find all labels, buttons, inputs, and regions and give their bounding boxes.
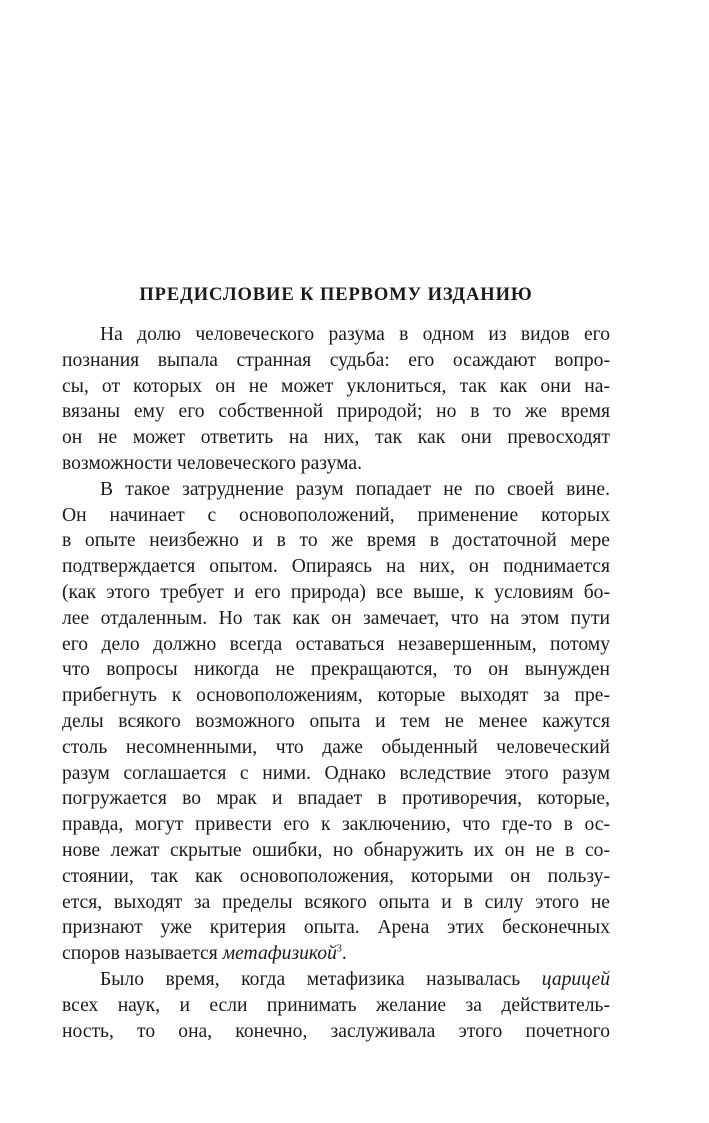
paragraph-2-line-8: что вопросы никогда не прекращаются, то он вынужден bbox=[62, 659, 610, 681]
paragraph-2-line-17: ется, выходят за пределы всякого опыта и в силу этого не bbox=[62, 891, 610, 913]
page-body-text bbox=[62, 322, 610, 1044]
paragraph-3-first-text: Было время, когда метафизика называлась bbox=[100, 968, 542, 990]
paragraph-2-line-16: стоянии, так как основоположения, которыми он пользу- bbox=[62, 865, 610, 887]
paragraph-2-line-7: его дело должно всегда оставаться незавершенным, потому bbox=[62, 633, 610, 655]
paragraph-2-line-11: столь несомненными, что даже обыденный человеческий bbox=[62, 736, 610, 758]
paragraph-2-line-10: делы всякого возможного опыта и тем не менее кажутся bbox=[62, 710, 610, 732]
paragraph-2-final-punctuation: . bbox=[341, 943, 347, 965]
paragraph-2-final-text: споров называется bbox=[62, 943, 223, 965]
paragraph-3-line-1 bbox=[62, 967, 610, 993]
paragraph-2-line-18: признают уже критерия опыта. Арена этих бесконечных bbox=[62, 917, 610, 939]
paragraph-2-line-13: погружается во мрак и впадает в противоречия, которые, bbox=[62, 788, 610, 810]
emphasis-queen: царицей bbox=[541, 968, 610, 990]
paragraph-2-line-5: (как этого требует и его природа) все выше, к условиям бо- bbox=[62, 581, 610, 603]
chapter-title: ПРЕДИСЛОВИЕ К ПЕРВОМУ ИЗДАНИЮ bbox=[139, 285, 533, 305]
paragraph-1-line-1: На долю человеческого разума в одном из видов его bbox=[100, 324, 610, 345]
paragraph-2-line-19 bbox=[62, 941, 610, 967]
paragraph-3-line-2: всех наук, и если принимать желание за действитель- bbox=[62, 994, 610, 1016]
paragraph-1-line-3: сы, от которых он не может уклониться, так как они на- bbox=[62, 375, 610, 397]
paragraph-2-line-9: прибегнуть к основоположениям, которые выходят за пре- bbox=[62, 685, 610, 707]
paragraph-3-line-3: ность, то она, конечно, заслуживала этого почетного bbox=[62, 1020, 610, 1042]
paragraph-1-line-5: он не может ответить на них, так как они превосходят bbox=[62, 427, 610, 449]
paragraph-2-line-2: Он начинает с основоположений, применение которых bbox=[62, 504, 610, 526]
paragraph-1-line-2: познания выпала странная судьба: его осаждают вопро- bbox=[62, 349, 610, 371]
paragraph-1-line-4: вязаны ему его собственной природой; но в то же время bbox=[62, 401, 610, 423]
paragraph-2-line-6: лее отдаленным. Но так как он замечает, что на этом пути bbox=[62, 607, 610, 629]
emphasis-metaphysics: метафизикой bbox=[222, 943, 337, 965]
paragraph-2-line-12: разум соглашается с ними. Однако вследствие этого разум bbox=[62, 762, 610, 784]
paragraph-2-line-15: нове лежат скрытые ошибки, но обнаружить их он не в со- bbox=[62, 839, 610, 861]
paragraph-2-line-14: правда, могут привести его к заключению, что где-то в ос- bbox=[62, 814, 610, 836]
paragraph-1-line-6: возможности человеческого разума. bbox=[62, 452, 363, 474]
paragraph-2-line-3: в опыте неизбежно и в то же время в достаточной мере bbox=[62, 530, 610, 552]
paragraph-2-line-1: В такое затруднение разум попадает не по своей вине. bbox=[100, 478, 610, 500]
footnote-marker[interactable]: 3 bbox=[336, 943, 342, 955]
paragraph-2-line-4: подтверждается опытом. Опираясь на них, он поднимается bbox=[62, 556, 610, 578]
